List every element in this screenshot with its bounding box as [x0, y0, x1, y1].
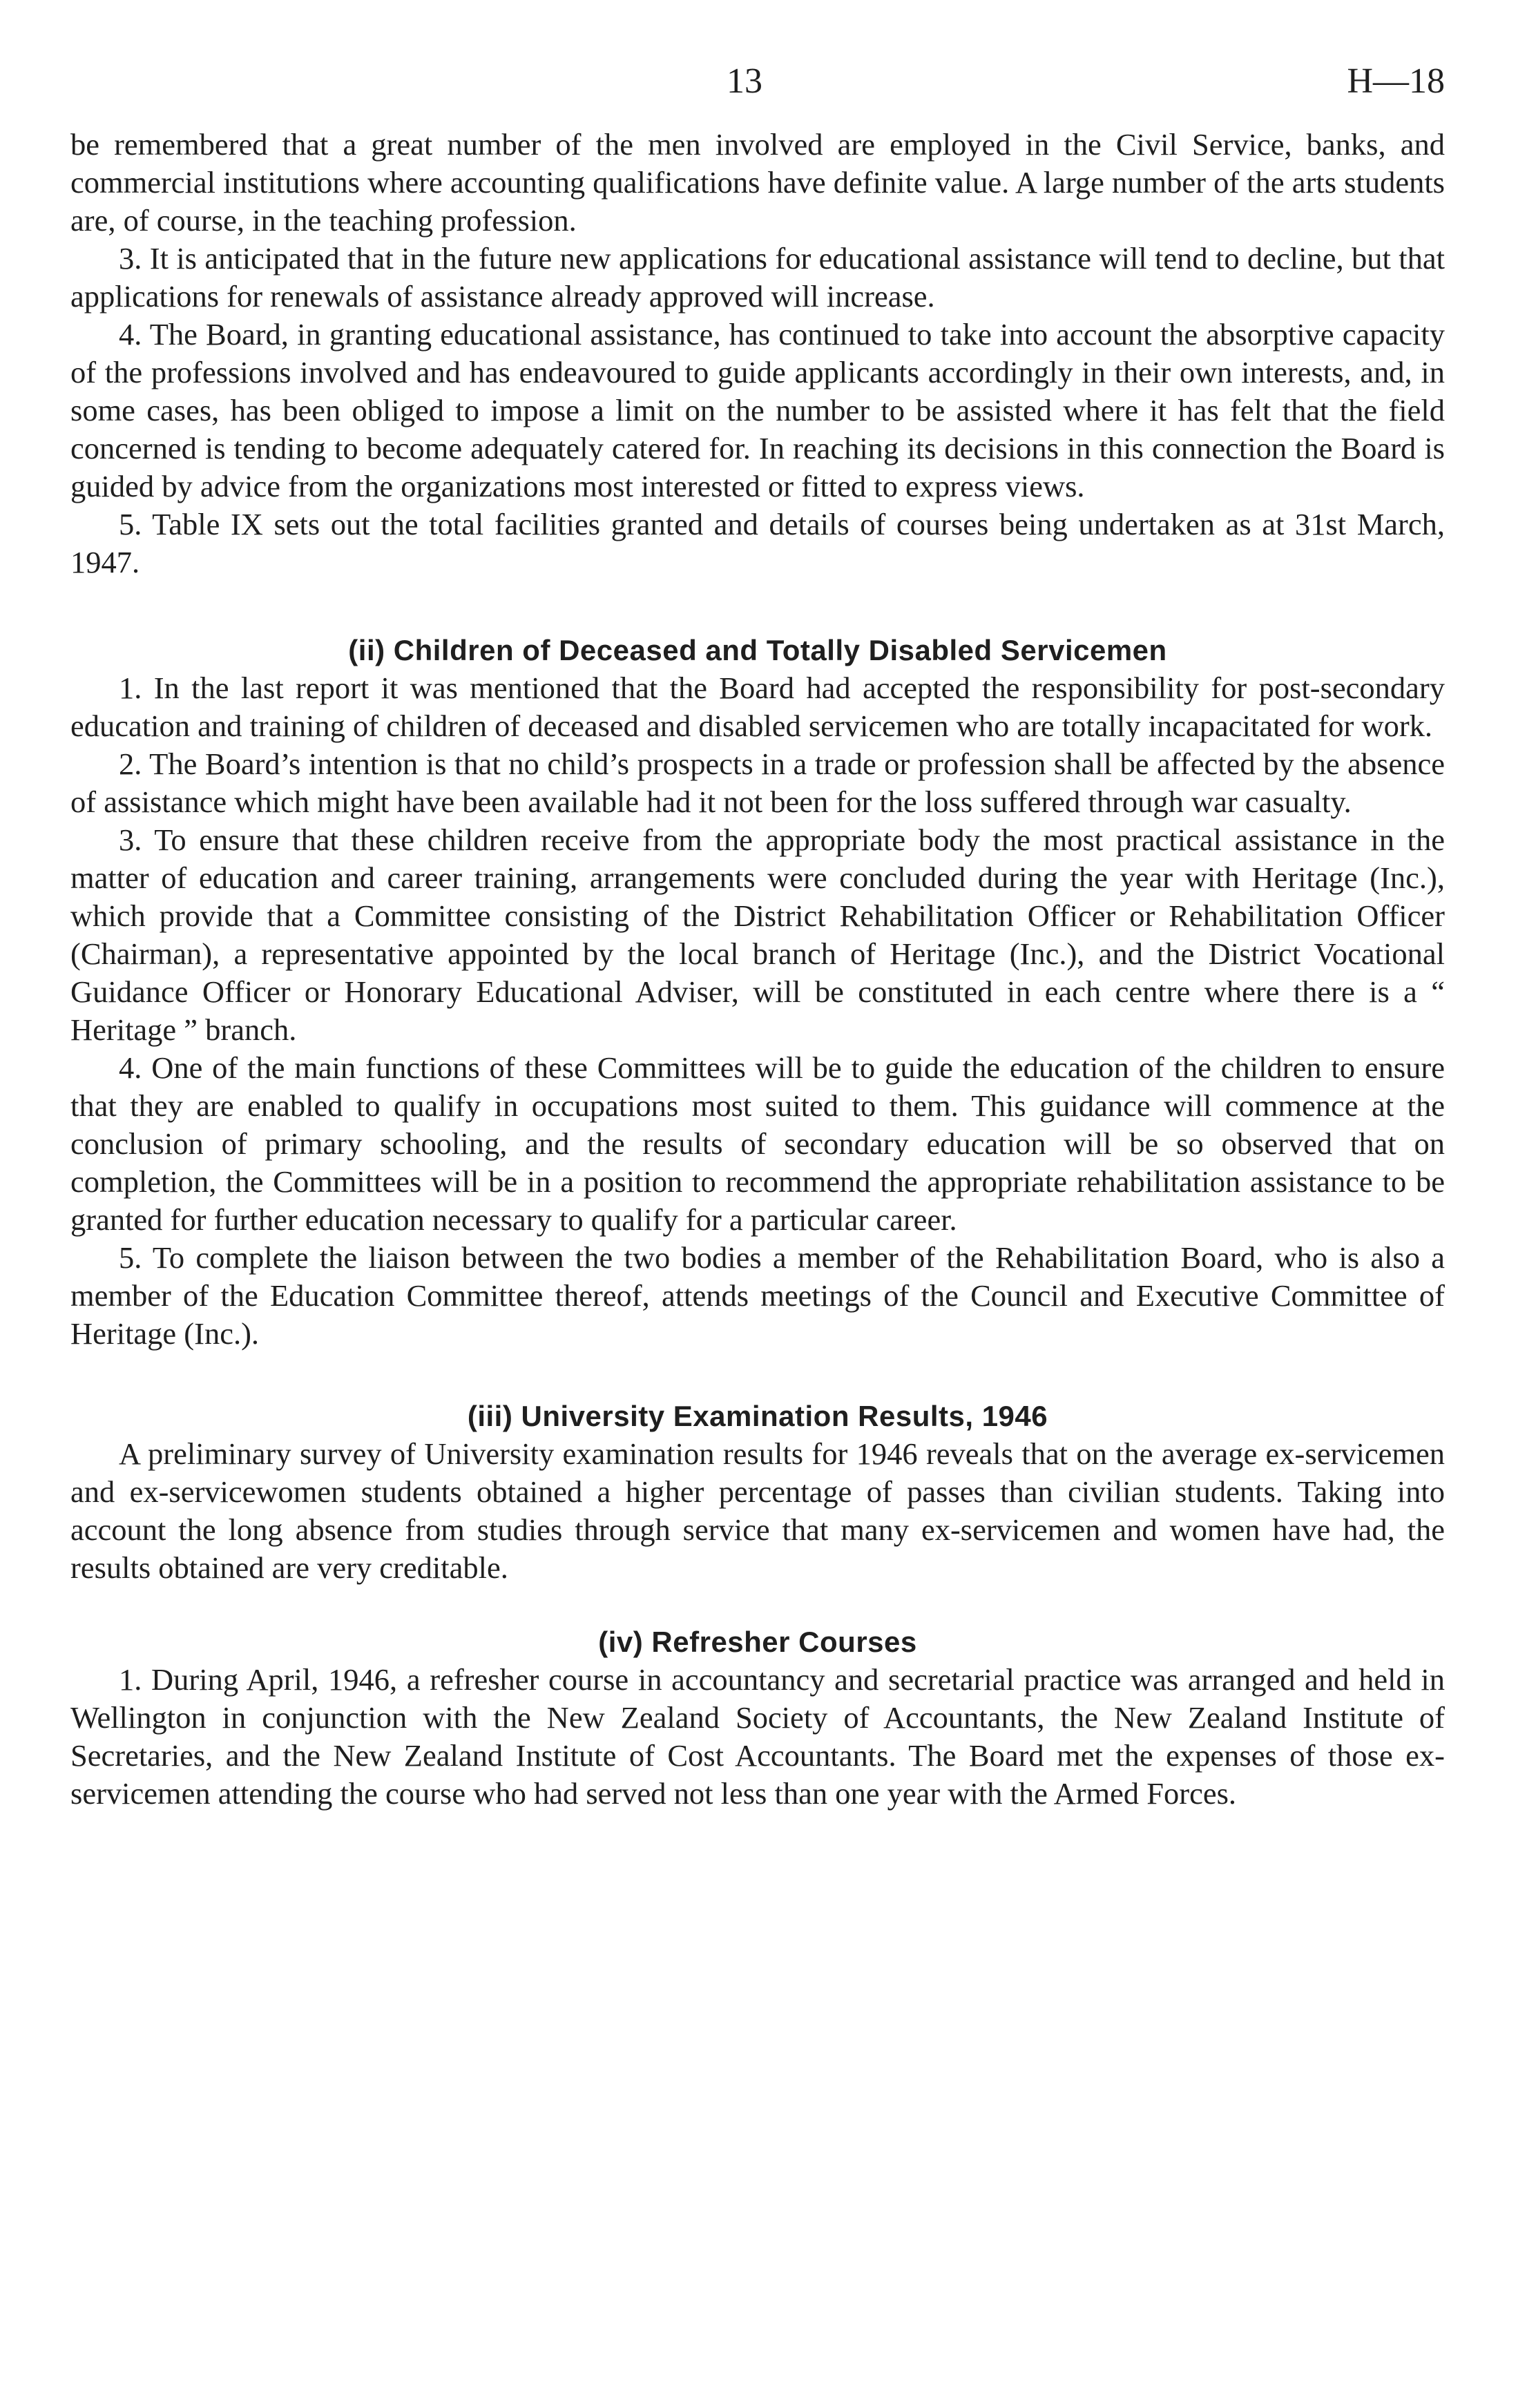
section-heading-exam-results: (iii) University Examination Results, 1946 — [467, 1400, 1048, 1432]
paragraph-3: 3. It is anticipated that in the future new applications for educational assistance will tend to decline, but that applications for renewals of assistance already approved will increase. — [70, 241, 1445, 314]
section-spacer — [70, 581, 1445, 631]
continued-paragraph: be remembered that a great number of the men involved are employed in the Civil Service, banks, and commercial institutions where accounting qualifications have definite value. A large number of the arts students are, of course, in the teaching profession. — [70, 127, 1445, 238]
section2-paragraph-3: 3. To ensure that these children receive from the appropriate body the most practical assistance in the matter of education and career training, arrangements were concluded during the year with Heritage (Inc.), which provide that a Committee consisting of the District Rehabilitation Officer or Rehabilitation Officer (Chairman), a representative appointed by the local branch of Heritage (Inc.), and the District Vocational Guidance Officer or Honorary Educational Adviser, will be constituted in each centre where there is a “ Heritage ” branch. — [70, 822, 1445, 1047]
document-page — [70, 61, 1445, 1813]
section3-paragraph-1: A preliminary survey of University examination results for 1946 reveals that on the average ex-servicemen and ex-servicewomen students obtained a higher percentage of passes than civilian students. Taking into account the long absence from studies through service that many ex-servicemen and women have had, the results obtained are very creditable. — [70, 1436, 1445, 1585]
section2-paragraph-4: 4. One of the main functions of these Committees will be to guide the education of the children to ensure that they are enabled to qualify in occupations most suited to them. This guidance will commence at the conclusion of primary schooling, and the results of secondary education will be so observed that on completion, the Committees will be in a position to recommend the appropriate rehabilitation assistance to be granted for further education necessary to qualify for a particular career. — [70, 1050, 1445, 1237]
section-spacer — [70, 1353, 1445, 1397]
section2-paragraph-2: 2. The Board’s intention is that no child’s prospects in a trade or profession shall be affected by the absence of assistance which might have been available had it not been for the loss suffered through war casualty. — [70, 747, 1445, 819]
section-spacer — [70, 1587, 1445, 1623]
page-number: 13 — [727, 61, 762, 101]
document-body — [70, 126, 1445, 1813]
section-heading-refresher-courses: (iv) Refresher Courses — [598, 1626, 917, 1658]
page-header — [70, 61, 1445, 116]
paragraph-5: 5. Table IX sets out the total facilities granted and details of courses being undertaken as at 31st March, 1947. — [70, 507, 1445, 579]
section4-paragraph-1: 1. During April, 1946, a refresher course in accountancy and secretarial practice was arranged and held in Wellington in conjunction with the New Zealand Society of Accountants, the New Zealand Institute of Secretaries, and the New Zealand Institute of Cost Accountants. The Board met the expenses of those ex-servicemen attending the course who had served not less than one year with the Armed Forces. — [70, 1662, 1445, 1811]
section-heading-children: (ii) Children of Deceased and Totally Disabled Servicemen — [348, 634, 1167, 666]
paragraph-4: 4. The Board, in granting educational assistance, has continued to take into account the absorptive capacity of the professions involved and has endeavoured to guide applicants accordingly in their own interests, and, in some cases, has been obliged to impose a limit on the number to be assisted where it has felt that the field concerned is tending to become adequately catered for. In reaching its decisions in this connection the Board is guided by advice from the organizations most interested or fitted to express views. — [70, 317, 1445, 503]
section2-paragraph-5: 5. To complete the liaison between the two bodies a member of the Rehabilitation Board, who is also a member of the Education Committee thereof, attends meetings of the Council and Executive Committee of Heritage (Inc.). — [70, 1240, 1445, 1351]
section2-paragraph-1: 1. In the last report it was mentioned that the Board had accepted the responsibility for post-secondary education and training of children of deceased and disabled servicemen who are totally incapacitated for work. — [70, 671, 1445, 743]
document-reference: H—18 — [1347, 61, 1445, 101]
